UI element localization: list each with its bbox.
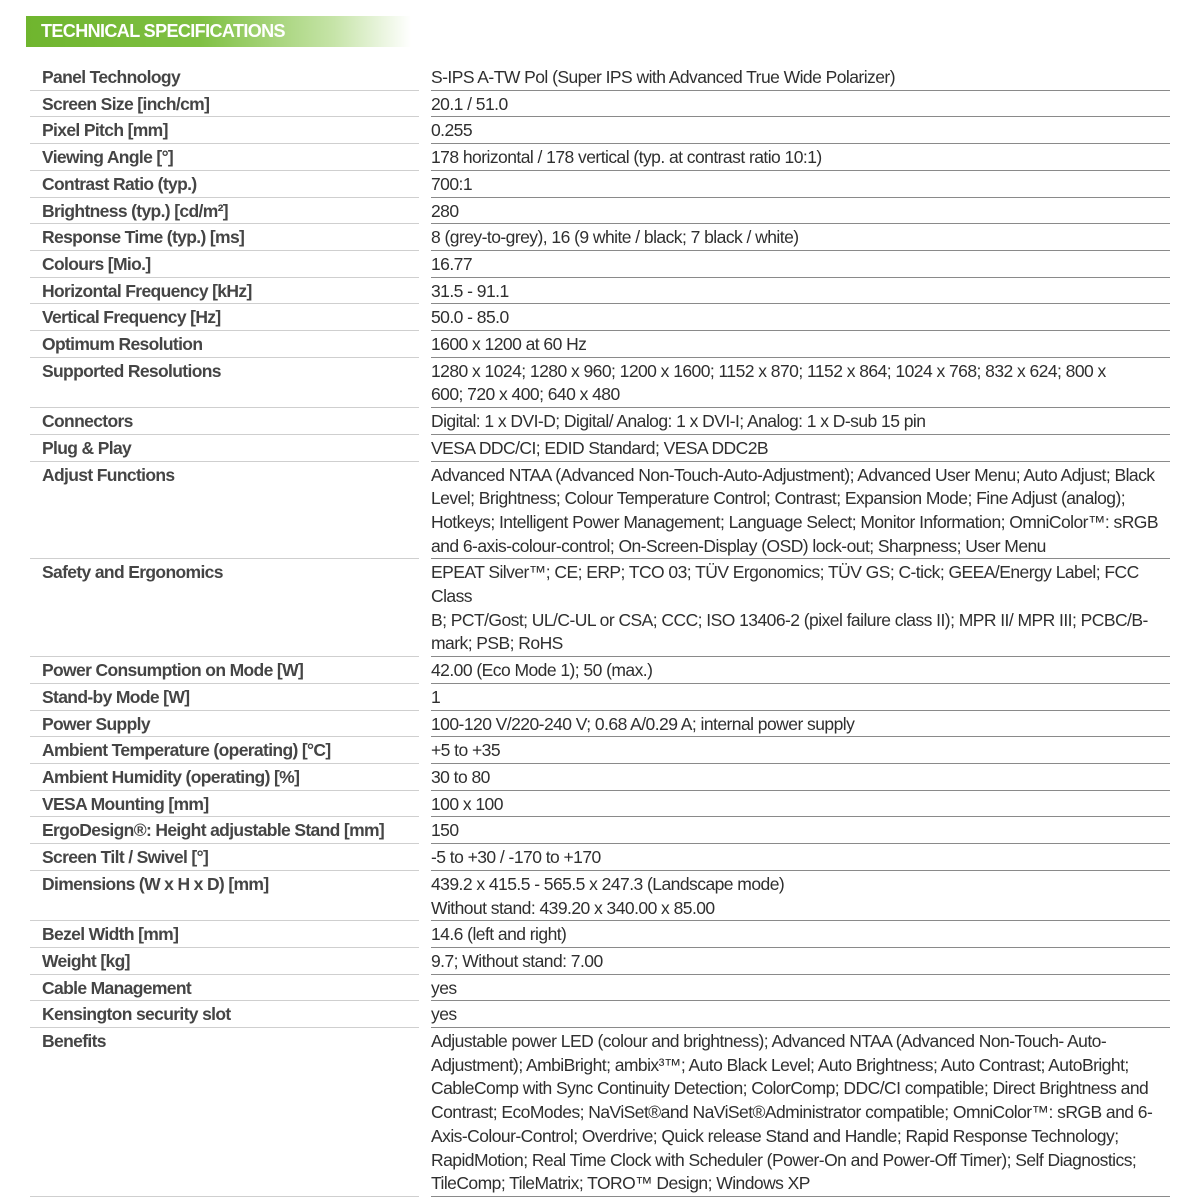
spec-row	[30, 171, 1170, 198]
spec-value: Advanced NTAA (Advanced Non-Touch-Auto-Adjustment); Advanced User Menu; Auto Adjust; Black Level; Brightness; Colour Temperature Control; Contrast; Expansion Mode; Fine Adjust (analog); Hotkeys; Intelligent Power Management; Language Select; Monitor Information; OmniColor™: sRGB and 6-axis-colour-control; On-Screen-Display (OSD) lock-out; Sharpness; User Menu	[431, 464, 1170, 560]
spec-row	[30, 358, 1170, 408]
spec-label: Dimensions (W x H x D) [mm]	[30, 873, 419, 921]
spec-value: 178 horizontal / 178 vertical (typ. at contrast ratio 10:1)	[431, 146, 1170, 171]
spec-value: 439.2 x 415.5 - 565.5 x 247.3 (Landscape mode) Without stand: 439.20 x 340.00 x 85.00	[431, 873, 1170, 921]
spec-table	[30, 64, 1170, 1197]
spec-value: 700:1	[431, 173, 1170, 198]
spec-value: yes	[431, 977, 1170, 1002]
spec-value: 16.77	[431, 253, 1170, 278]
spec-row	[30, 844, 1170, 871]
spec-label: Optimum Resolution	[30, 333, 419, 358]
spec-label: Safety and Ergonomics	[30, 561, 419, 657]
spec-label: Connectors	[30, 410, 419, 435]
spec-label: Benefits	[30, 1030, 419, 1197]
spec-value: EPEAT Silver™; CE; ERP; TCO 03; TÜV Ergonomics; TÜV GS; C-tick; GEEA/Energy Label; FCC Class B; PCT/Gost; UL/C-UL or CSA; CCC; ISO 13406-2 (pixel failure class II); MPR II/ MPR III; PCBC/B- mark; PSB; RoHS	[431, 561, 1170, 657]
spec-value: 20.1 / 51.0	[431, 93, 1170, 118]
spec-row	[30, 921, 1170, 948]
spec-label: Brightness (typ.) [cd/m²]	[30, 200, 419, 225]
spec-label: Pixel Pitch [mm]	[30, 119, 419, 144]
spec-row	[30, 331, 1170, 358]
spec-label: Plug & Play	[30, 437, 419, 462]
spec-value: Adjustable power LED (colour and brightness); Advanced NTAA (Advanced Non-Touch- Auto- Adjustment); AmbiBright; ambix³™; Auto Black Level; Auto Brightness; Auto Contrast; AutoBright; CableComp with Sync Continuity Detection; ColorComp; DDC/CI compatible; Direct Brightness and Contrast; EcoModes; NaViSet®and NaViSet®Administrator compatible; OmniColor™: sRGB and 6- Axis-Colour-Control; Overdrive; Quick release Stand and Handle; Rapid Response Technology; RapidMotion; Real Time Clock with Scheduler (Power-On and Power-Off Timer); Self Diagnostics; TileComp; TileMatrix; TORO™ Design; Windows XP	[431, 1030, 1170, 1197]
spec-row	[30, 764, 1170, 791]
spec-row	[30, 711, 1170, 738]
spec-label: Viewing Angle [°]	[30, 146, 419, 171]
spec-value: 280	[431, 200, 1170, 225]
spec-value: S-IPS A-TW Pol (Super IPS with Advanced True Wide Polarizer)	[431, 66, 1170, 91]
spec-row	[30, 304, 1170, 331]
spec-value: 14.6 (left and right)	[431, 923, 1170, 948]
spec-row	[30, 462, 1170, 560]
spec-row	[30, 737, 1170, 764]
spec-label: ErgoDesign®: Height adjustable Stand [mm]	[30, 819, 419, 844]
spec-label: Bezel Width [mm]	[30, 923, 419, 948]
spec-value: 1600 x 1200 at 60 Hz	[431, 333, 1170, 358]
spec-label: Screen Tilt / Swivel [°]	[30, 846, 419, 871]
section-header-bar	[26, 16, 411, 47]
spec-label: Contrast Ratio (typ.)	[30, 173, 419, 198]
spec-label: Kensington security slot	[30, 1003, 419, 1028]
spec-value: 1	[431, 686, 1170, 711]
spec-row	[30, 684, 1170, 711]
spec-value: 30 to 80	[431, 766, 1170, 791]
spec-row	[30, 559, 1170, 657]
spec-label: Ambient Temperature (operating) [°C]	[30, 739, 419, 764]
spec-label: Screen Size [inch/cm]	[30, 93, 419, 118]
spec-value: VESA DDC/CI; EDID Standard; VESA DDC2B	[431, 437, 1170, 462]
spec-value: +5 to +35	[431, 739, 1170, 764]
spec-row	[30, 278, 1170, 305]
spec-label: Horizontal Frequency [kHz]	[30, 280, 419, 305]
spec-row	[30, 871, 1170, 921]
spec-value: 8 (grey-to-grey), 16 (9 white / black; 7 black / white)	[431, 226, 1170, 251]
spec-value: Digital: 1 x DVI-D; Digital/ Analog: 1 x DVI-I; Analog: 1 x D-sub 15 pin	[431, 410, 1170, 435]
spec-row	[30, 224, 1170, 251]
spec-row	[30, 64, 1170, 91]
spec-label: Cable Management	[30, 977, 419, 1002]
spec-value: 42.00 (Eco Mode 1); 50 (max.)	[431, 659, 1170, 684]
section-title: TECHNICAL SPECIFICATIONS	[41, 21, 285, 41]
spec-row	[30, 948, 1170, 975]
spec-row	[30, 91, 1170, 118]
spec-value: 31.5 - 91.1	[431, 280, 1170, 305]
spec-label: Weight [kg]	[30, 950, 419, 975]
spec-row	[30, 435, 1170, 462]
spec-value: 50.0 - 85.0	[431, 306, 1170, 331]
spec-label: Supported Resolutions	[30, 360, 419, 408]
spec-value: 9.7; Without stand: 7.00	[431, 950, 1170, 975]
spec-label: Response Time (typ.) [ms]	[30, 226, 419, 251]
spec-row	[30, 1001, 1170, 1028]
spec-value: yes	[431, 1003, 1170, 1028]
spec-row	[30, 144, 1170, 171]
spec-row	[30, 1028, 1170, 1197]
spec-label: Adjust Functions	[30, 464, 419, 560]
spec-row	[30, 117, 1170, 144]
spec-row	[30, 198, 1170, 225]
spec-value: -5 to +30 / -170 to +170	[431, 846, 1170, 871]
spec-label: Panel Technology	[30, 66, 419, 91]
spec-label: Vertical Frequency [Hz]	[30, 306, 419, 331]
spec-label: VESA Mounting [mm]	[30, 793, 419, 818]
spec-value: 150	[431, 819, 1170, 844]
spec-row	[30, 657, 1170, 684]
spec-row	[30, 817, 1170, 844]
spec-label: Stand-by Mode [W]	[30, 686, 419, 711]
spec-value: 0.255	[431, 119, 1170, 144]
spec-label: Ambient Humidity (operating) [%]	[30, 766, 419, 791]
spec-value: 100-120 V/220-240 V; 0.68 A/0.29 A; internal power supply	[431, 713, 1170, 738]
spec-label: Colours [Mio.]	[30, 253, 419, 278]
spec-label: Power Consumption on Mode [W]	[30, 659, 419, 684]
spec-label: Power Supply	[30, 713, 419, 738]
spec-row	[30, 975, 1170, 1002]
spec-row	[30, 408, 1170, 435]
spec-row	[30, 251, 1170, 278]
spec-row	[30, 791, 1170, 818]
spec-value: 1280 x 1024; 1280 x 960; 1200 x 1600; 1152 x 870; 1152 x 864; 1024 x 768; 832 x 624; 800 x 600; 720 x 400; 640 x 480	[431, 360, 1170, 408]
spec-value: 100 x 100	[431, 793, 1170, 818]
